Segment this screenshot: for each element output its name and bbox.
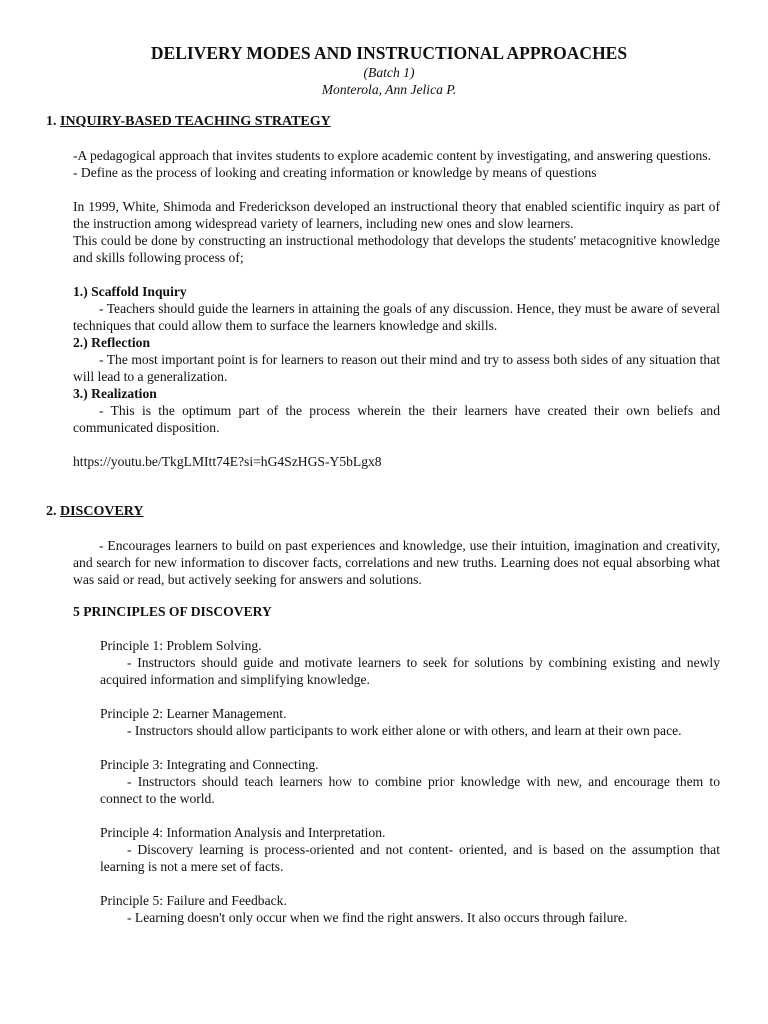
- inquiry-steps: [46, 283, 720, 436]
- principle-3-title: Principle 3: Integrating and Connecting.: [100, 757, 319, 772]
- principle-3-body: - Instructors should teach learners how to combine prior knowledge with new, and encourage them to connect to the world.: [100, 774, 720, 806]
- section-2-number: 2.: [46, 504, 60, 519]
- section-2-intro: - Encourages learners to build on past experiences and knowledge, use their intuition, imagination and creativity, and search for new information to discover facts, correlations and new truths. Learning does not equal absorbing what was said or read, but actively seeking for answers and solutions.: [73, 538, 720, 587]
- step-1-body: - Teachers should guide the learners in attaining the goals of any discussion. Hence, they must be aware of several techniques that could allow them to surface the learners knowledge and skills.: [73, 301, 720, 333]
- step-1-title: 1.) Scaffold Inquiry: [73, 284, 187, 299]
- section-1-definition-2: - Define as the process of looking and creating information or knowledge by means of questions: [73, 165, 597, 180]
- step-2-title: 2.) Reflection: [73, 335, 151, 350]
- step-3-body: - This is the optimum part of the process wherein the their learners have created their own beliefs and communicated disposition.: [73, 403, 720, 435]
- principle-1-title: Principle 1: Problem Solving.: [100, 638, 262, 653]
- youtube-link[interactable]: https://youtu.be/TkgLMItt74E?si=hG4SzHGS-Y5bLgx8: [73, 454, 382, 469]
- principle-1-body: - Instructors should guide and motivate learners to seek for solutions by combining existing and newly acquired information and simplifying knowledge.: [100, 655, 720, 687]
- principle-5-title: Principle 5: Failure and Feedback.: [100, 893, 287, 908]
- principles-heading: 5 PRINCIPLES OF DISCOVERY: [73, 604, 272, 619]
- principle-4-title: Principle 4: Information Analysis and Interpretation.: [100, 825, 386, 840]
- author-name: Monterola, Ann Jelica P.: [321, 82, 457, 97]
- principle-4-body: - Discovery learning is process-oriented and not content- oriented, and is based on the assumption that learning is not a mere set of facts.: [100, 842, 720, 874]
- section-1-number: 1.: [46, 114, 60, 129]
- section-2-title: DISCOVERY: [60, 504, 144, 519]
- principle-5-body: - Learning doesn't only occur when we find the right answers. It also occurs through failure.: [127, 910, 628, 925]
- document-title: DELIVERY MODES AND INSTRUCTIONAL APPROACHES: [150, 43, 628, 63]
- section-1-paragraph-2: This could be done by constructing an instructional methodology that develops the students' metacognitive knowledge and skills following process of;: [73, 233, 720, 265]
- principles-list: [46, 637, 720, 926]
- principle-2-body: - Instructors should allow participants to work either alone or with others, and learn at their own pace.: [127, 723, 682, 738]
- section-2-heading: [46, 503, 720, 520]
- step-2-body: - The most important point is for learners to reason out their mind and try to assess both sides of any situation that will lead to a generalization.: [73, 352, 720, 384]
- section-1-heading: [46, 113, 720, 130]
- batch-label: (Batch 1): [363, 65, 415, 80]
- section-1-title: INQUIRY-BASED TEACHING STRATEGY: [60, 114, 331, 129]
- step-3-title: 3.) Realization: [73, 386, 157, 401]
- section-1-definition-1: -A pedagogical approach that invites students to explore academic content by investigating, and answering questions.: [73, 148, 711, 163]
- section-1-paragraph-1: In 1999, White, Shimoda and Frederickson developed an instructional theory that enabled scientific inquiry as part of the instruction among widespread variety of learners, including new ones and slow learners.: [73, 199, 720, 231]
- principle-2-title: Principle 2: Learner Management.: [100, 706, 287, 721]
